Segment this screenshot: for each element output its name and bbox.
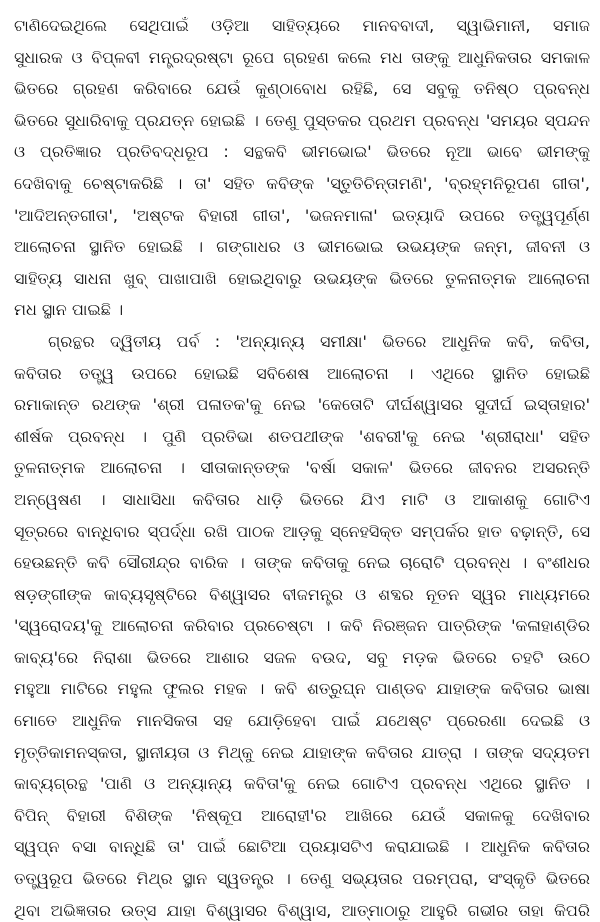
text-line: କାବ୍ୟ'ରେ ନିରାଶା ଭିତରେ ଆଶାର ସଜଳ ବଉଦ, ସବୁ ମଡ଼କ ଭିତରେ ଚହଟି ଉଠେ	[14, 647, 590, 667]
text-line: ଶୀର୍ଷକ ପ୍ରବନ୍ଧ । ପୁଣି ପ୍ରତିଭା ଶତପଥୀଙ୍କ 'ଶବରୀ'କୁ ନେଇ 'ଶ୍ରୀରାଧା' ସହିତ	[14, 426, 590, 446]
text-line: ସ୍ୱପ୍ନ ବସା ବାନ୍ଧିଛି ତା' ପାଇଁ ଛୋଟିଆ ପ୍ରୟାସଟିଏ କରାଯାଇଛି । ଆଧୁନିକ କବିତାର	[14, 837, 590, 857]
text-line: ବିପିନ୍ ବିହାରୀ ବିଶିଙ୍କ 'ନିଷ୍କୂପ ଆରୋହୀ'ର ଆଖିରେ ଯେଉଁ ସକାଳକୁ ଦେଖିବାର	[14, 805, 590, 825]
paragraph	[14, 10, 590, 326]
text-line: ମହୁଆ ମାଟିରେ ମହୁଲ ଫୁଲର ମହକ । କବି ଶତ୍ରୁଘ୍ନ ପାଣ୍ଡବ ଯାହାଙ୍କ କବିତାର ଭାଷା	[14, 679, 590, 699]
text-line: କବିତାର ତତ୍ତ୍ୱ ଉପରେ ହୋଇଛି ସବିଶେଷ ଆଲୋଚନା । ଏଥିରେ ସ୍ଥାନିତ ହୋଇଛି	[14, 363, 590, 383]
text-line: ମଧ ସ୍ଥାନ ପାଇଛି ।	[14, 300, 124, 320]
text-line: ଭିତରେ ସୁଧାରିବାକୁ ପ୍ରଯତ୍ନ ହୋଇଛି । ତେଣୁ ପୁସ୍ତକର ପ୍ରଥମ ପ୍ରବନ୍ଧ 'ସମୟର ସ୍ପନ୍ଦନ	[14, 110, 590, 130]
paragraph	[14, 326, 590, 922]
text-line: ମୋତେ ଆଧୁନିକ ମାନସିକତା ସହ ଯୋଡ଼ିହେବା ପାଇଁ ଯଥେଷ୍ଟ ପ୍ରେରଣା ଦେଇଛି ଓ	[14, 711, 590, 731]
text-line: ସୂତ୍ରରେ ବାନ୍ଧିବାର ସ୍ପର୍ଦ୍ଧା ରଖି ପାଠକ ଆଡ଼କୁ ସ୍ନେହସିକ୍ତ ସମ୍ପର୍କର ହାତ ବଢ଼ାନ୍ତି, ସେ	[14, 521, 590, 541]
text-line: ଗ୍ରନ୍ଥର ଦ୍ୱିତୀୟ ପର୍ବ : 'ଅନ୍ୟାନ୍ୟ ସମୀକ୍ଷା' ଭିତରେ ଆଧୁନିକ କବି, କବିତା,	[48, 331, 590, 351]
text-line: ଓ ପ୍ରତିଜ୍ଞାର ପ୍ରତିବଦ୍ଧରୂପ : ସନ୍ଥକବି ଭୀମଭୋଇ' ଭିତରେ ନୂଆ ଭାବେ ଭୀମଙ୍କୁ	[14, 142, 590, 162]
text-line: ଷଡ଼ଙ୍ଗୀଙ୍କ କାବ୍ୟସୃଷ୍ଟିରେ ବିଶ୍ୱାସର ବୀଜମନ୍ତ୍ର ଓ ଶବ୍ଦର ନୂତନ ସ୍ୱର ମାଧ୍ୟମରେ	[14, 584, 590, 604]
text-line: ତୁଳନାତ୍ମକ ଆଲୋଚନା । ସୀତାକାନ୍ତଙ୍କ 'ବର୍ଷା ସକାଳ' ଭିତରେ ଜୀବନର ଅସରନ୍ତି	[14, 458, 590, 478]
text-line: 'ସ୍ୱରୋଦୟ'କୁ ଆଲୋଚନା କରିବାର ପ୍ରଚେଷ୍ଟା । କବି ନିରଞ୍ଜନ ପାତ୍ରିଙ୍କ 'କଳାହାଣ୍ଡିର	[14, 616, 590, 636]
text-line: କାବ୍ୟଗ୍ରନ୍ଥ 'ପାଣି ଓ ଅନ୍ୟାନ୍ୟ କବିତା'କୁ ନେଇ ଗୋଟିଏ ପ୍ରବନ୍ଧ ଏଥିରେ ସ୍ଥାନିତ ।	[14, 774, 590, 794]
text-line: ତତ୍ତ୍ୱରୂପ ଭିତରେ ମିଥ୍‌ର ସ୍ଥାନ ସ୍ୱତନ୍ତ୍ର । ତେଣୁ ସଭ୍ୟତାର ପରମ୍ପରା, ସଂସ୍କୃତି ଭିତରେ	[14, 869, 590, 889]
text-line: ଟାଣିଦେଇଥିଲେ ସେଥିପାଇଁ ଓଡ଼ିଆ ସାହିତ୍ୟରେ ମାନବବାଦୀ, ସ୍ୱାଭିମାନୀ, ସମାଜ	[14, 16, 590, 35]
text-line: ଆଲୋଚନା ସ୍ଥାନିତ ହୋଇଛି । ଗଙ୍ଗାଧର ଓ ଭୀମଭୋଇ ଉଭୟଙ୍କ ଜନ୍ମ, ଜୀବନୀ ଓ	[14, 237, 590, 257]
text-line: ଥିବା ଅଭିଜ୍ଞତାର ଉତ୍ସ ଯାହା ବିଶ୍ୱାସର ବିଶ୍ୱାସ, ଆତ୍ମାଠାରୁ ଆହୁରି ଗଭୀର ତାହା କିପରି	[14, 900, 590, 920]
text-line: ସାହିତ୍ୟ ସାଧନା ଖୁବ୍ ପାଖାପାଖି ହୋଇଥିବାରୁ ଉଭୟଙ୍କ ଭିତରେ ତୁଳନାତ୍ମକ ଆଲୋଚନା	[14, 268, 590, 288]
text-line: ହେଉଛନ୍ତି କବି ସୌରୀନ୍ଦ୍ର ବାରିକ । ତାଙ୍କ କବିତାକୁ ନେଇ ଚାରୋଟି ପ୍ରବନ୍ଧ । ବଂଶୀଧର	[14, 553, 590, 573]
text-line: ରମାକାନ୍ତ ରଥଙ୍କ 'ଶ୍ରୀ ପଳାତକ'କୁ ନେଇ 'କେତୋଟି ଦୀର୍ଘଶ୍ୱାସର ସୁଦୀର୍ଘ ଇସ୍ତାହାର'	[14, 395, 590, 415]
text-line: ସୁଧାରକ ଓ ବିପ୍ଳବୀ ମନ୍ତ୍ରଦ୍ରଷ୍ଟା ରୂପେ ଗ୍ରହଣ କଲେ ମଧ ତାଙ୍କୁ ଆଧୁନିକତାର ସମକାଳ	[14, 47, 590, 67]
text-line: ଦେଖିବାକୁ ଚେଷ୍ଟାକରିଛି । ତା' ସହିତ କବିଙ୍କ 'ସ୍ତୁତିଚିନ୍ତାମଣି', 'ବ୍ରହ୍ମନିରୂପଣ ଗୀତା',	[14, 173, 590, 193]
document-body	[14, 10, 590, 922]
text-line: 'ଆଦିଅନ୍ତଗୀତା', 'ଅଷ୍ଟକ ବିହାରୀ ଗୀତା', 'ଭଜନମାଳା' ଇତ୍ୟାଦି ଉପରେ ତତ୍ତ୍ୱପୂର୍ଣ୍ଣ	[14, 205, 590, 225]
text-line: ମୃତ୍ତିକାମନସ୍କତା, ସ୍ଥାନୀୟତା ଓ ମିଥ୍‌କୁ ନେଇ ଯାହାଙ୍କ କବିତାର ଯାତ୍ରା । ତାଙ୍କ ସଦ୍ୟତମ	[14, 742, 590, 762]
text-line: ଅନ୍ୱେଷଣ । ସାଧାସିଧା କବିତାର ଧାଡ଼ି ଭିତରେ ଯିଏ ମାଟି ଓ ଆକାଶକୁ ଗୋଟିଏ	[14, 489, 590, 509]
text-line: ଭିତରେ ଗ୍ରହଣ କରିବାରେ ଯେଉଁ କୁଣ୍ଠାବୋଧ ରହିଛି, ସେ ସବୁକୁ ତନିଷ୍ଠ ପ୍ରବନ୍ଧ	[14, 79, 590, 99]
